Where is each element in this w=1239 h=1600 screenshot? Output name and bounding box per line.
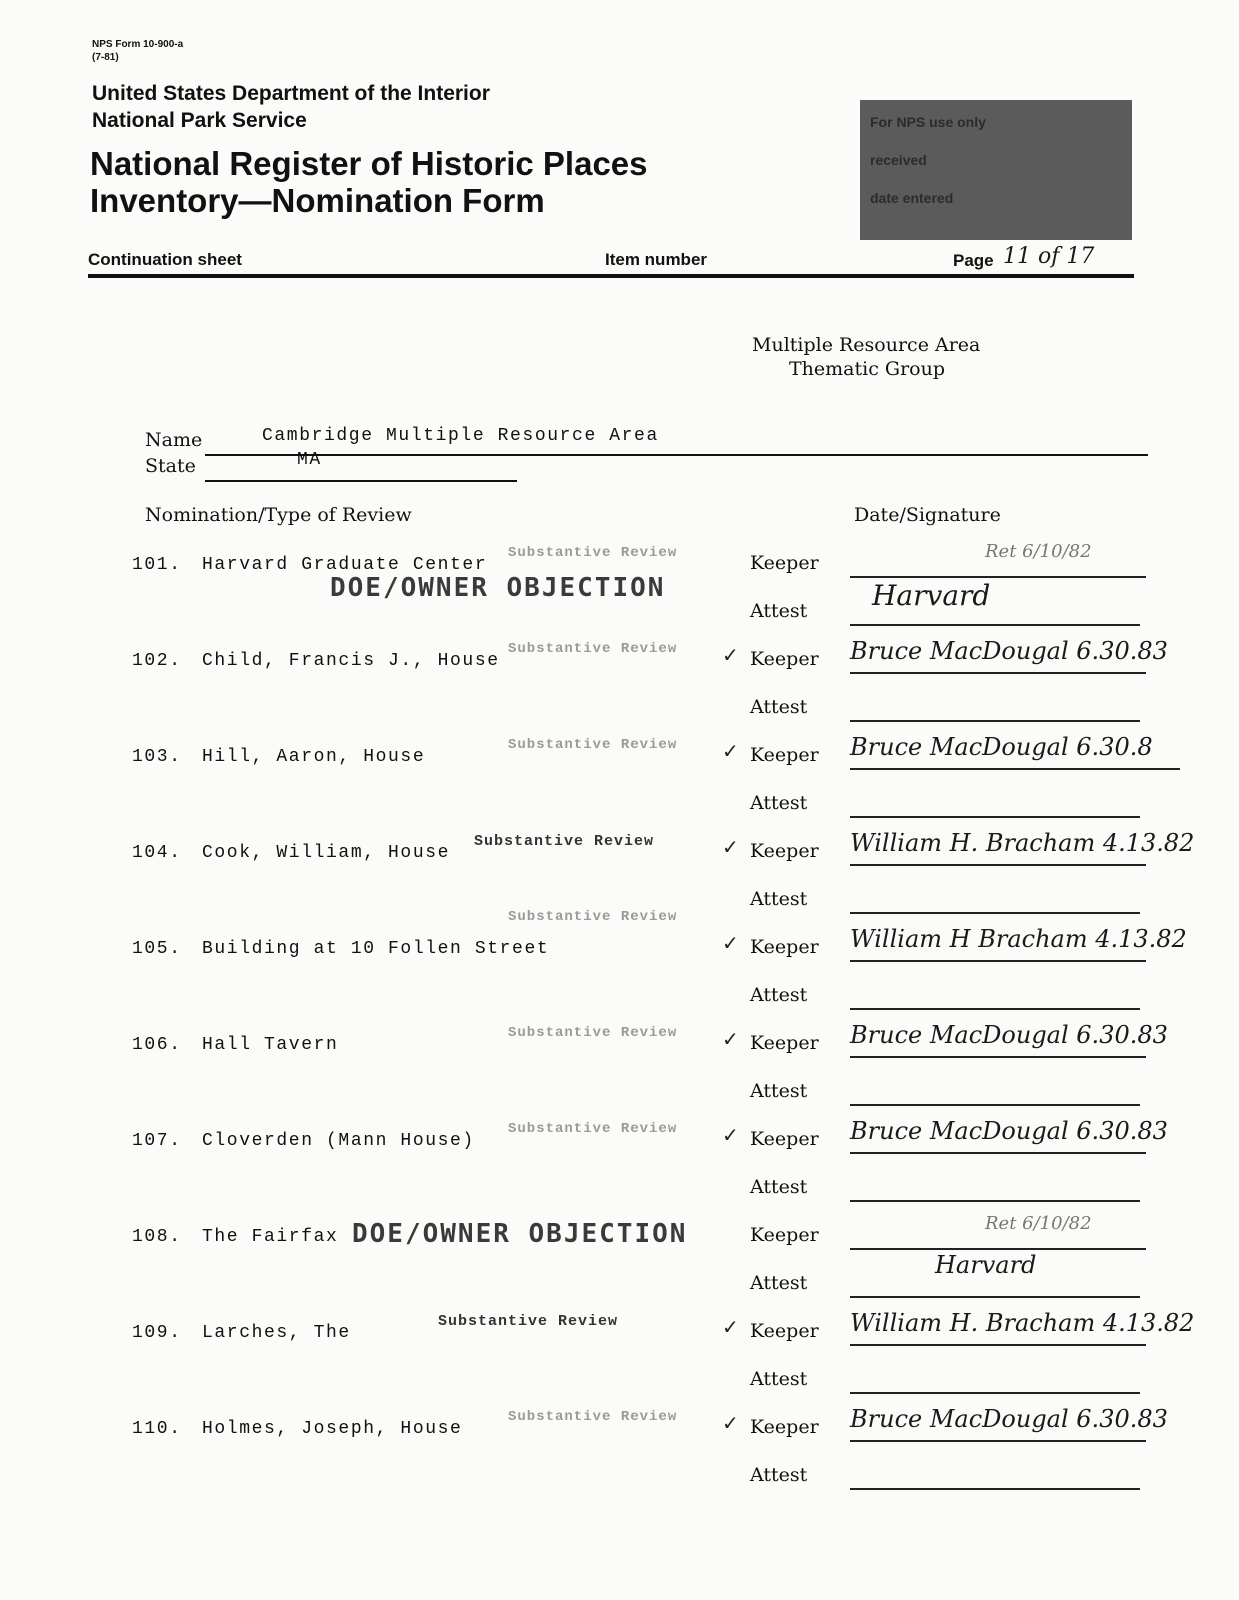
keeper-signature: William H. Bracham 4.13.82 [850, 829, 1195, 857]
group-line2: Thematic Group [789, 358, 945, 380]
review-type-stamp: Substantive Review [508, 545, 678, 561]
entry-name: Child, Francis J., House [202, 651, 500, 671]
entry-name: Larches, The [202, 1323, 351, 1343]
attest-signature-line [850, 816, 1140, 818]
attest-signature: Harvard [872, 579, 991, 612]
entry-name: Hill, Aaron, House [202, 747, 426, 767]
department-name: United States Department of the Interior [92, 82, 490, 105]
page-label: Page [953, 251, 994, 270]
entry-number: 105. [132, 939, 182, 959]
check-mark: ✓ [722, 933, 739, 955]
attest-label: Attest [750, 1464, 808, 1486]
item-number-label: Item number [605, 250, 708, 269]
keeper-signature: Bruce MacDougal 6.30.83 [850, 1021, 1168, 1049]
keeper-signature: Ret 6/10/82 [985, 541, 1092, 562]
entry-number: 106. [132, 1035, 182, 1055]
header-rule [88, 274, 1134, 278]
entry-name: Holmes, Joseph, House [202, 1419, 463, 1439]
keeper-label: Keeper [750, 744, 819, 766]
attest-signature-line [850, 1296, 1140, 1298]
attest-signature-line [850, 1488, 1140, 1490]
group-line1: Multiple Resource Area [752, 334, 981, 356]
keeper-signature-line [850, 1440, 1146, 1442]
keeper-signature: William H Bracham 4.13.82 [850, 925, 1187, 953]
keeper-signature-line [850, 1152, 1146, 1154]
check-mark: ✓ [722, 741, 739, 763]
column-date-signature: Date/Signature [854, 504, 1001, 526]
entry-name: Building at 10 Follen Street [202, 939, 550, 959]
attest-label: Attest [750, 600, 808, 622]
keeper-label: Keeper [750, 840, 819, 862]
keeper-signature: William H. Bracham 4.13.82 [850, 1309, 1195, 1337]
check-mark: ✓ [722, 1029, 739, 1051]
keeper-label: Keeper [750, 1224, 819, 1246]
keeper-label: Keeper [750, 1128, 819, 1150]
keeper-signature: Bruce MacDougal 6.30.8 [850, 733, 1153, 761]
keeper-signature-line [850, 672, 1146, 674]
keeper-signature: Bruce MacDougal 6.30.83 [850, 637, 1168, 665]
service-name: National Park Service [92, 109, 307, 132]
attest-label: Attest [750, 792, 808, 814]
page-number-handwritten: 11 of 17 [1003, 244, 1095, 269]
entry-number: 103. [132, 747, 182, 767]
form-title-line2: Inventory—Nomination Form [90, 182, 545, 219]
form-number: NPS Form 10-900-a [92, 39, 184, 50]
attest-label: Attest [750, 1176, 808, 1198]
form-date: (7-81) [92, 52, 119, 63]
keeper-label: Keeper [750, 936, 819, 958]
state-value: MA [297, 450, 322, 470]
doe-owner-objection-stamp: DOE/OWNER OBJECTION [352, 1219, 688, 1249]
column-nomination-type: Nomination/Type of Review [145, 504, 412, 526]
entry-name: Hall Tavern [202, 1035, 339, 1055]
attest-signature-line [850, 624, 1140, 626]
entry-number: 104. [132, 843, 182, 863]
check-mark: ✓ [722, 1317, 739, 1339]
attest-label: Attest [750, 1080, 808, 1102]
entry-name: The Fairfax [202, 1227, 339, 1247]
name-label: Name [145, 429, 203, 451]
check-mark: ✓ [722, 1413, 739, 1435]
entry-number: 109. [132, 1323, 182, 1343]
check-mark: ✓ [722, 645, 739, 667]
state-label: State [145, 455, 196, 477]
form-title-line1: National Register of Historic Places [90, 145, 648, 182]
entry-number: 108. [132, 1227, 182, 1247]
attest-signature-line [850, 1104, 1140, 1106]
keeper-label: Keeper [750, 1320, 819, 1342]
continuation-sheet-label: Continuation sheet [88, 250, 242, 269]
attest-signature-line [850, 1008, 1140, 1010]
keeper-label: Keeper [750, 1032, 819, 1054]
keeper-label: Keeper [750, 552, 819, 574]
keeper-label: Keeper [750, 1416, 819, 1438]
keeper-signature-line [850, 576, 1146, 578]
keeper-signature-line [850, 1344, 1146, 1346]
attest-signature-line [850, 720, 1140, 722]
attest-label: Attest [750, 1272, 808, 1294]
attest-signature-line [850, 1392, 1140, 1394]
nps-date-entered-label: date entered [870, 190, 954, 206]
nps-use-box [860, 100, 1132, 240]
attest-label: Attest [750, 696, 808, 718]
nps-received-label: received [870, 152, 927, 168]
entry-name: Harvard Graduate Center [202, 555, 488, 575]
keeper-signature-line [850, 1248, 1146, 1250]
state-underline [205, 480, 517, 482]
keeper-signature: Ret 6/10/82 [985, 1213, 1092, 1234]
attest-signature: Harvard [935, 1251, 1037, 1279]
name-underline [205, 454, 1148, 456]
keeper-signature-line [850, 768, 1180, 770]
keeper-signature-line [850, 864, 1146, 866]
keeper-signature-line [850, 960, 1146, 962]
review-type-stamp: Substantive Review [474, 833, 655, 850]
keeper-label: Keeper [750, 648, 819, 670]
entry-number: 101. [132, 555, 182, 575]
review-type-stamp: Substantive Review [508, 1025, 678, 1041]
attest-label: Attest [750, 888, 808, 910]
entry-number: 107. [132, 1131, 182, 1151]
entry-name: Cook, William, House [202, 843, 451, 863]
keeper-signature-line [850, 1056, 1146, 1058]
review-type-stamp: Substantive Review [508, 737, 678, 753]
keeper-signature: Bruce MacDougal 6.30.83 [850, 1117, 1168, 1145]
nps-use-heading: For NPS use only [870, 114, 986, 130]
keeper-signature: Bruce MacDougal 6.30.83 [850, 1405, 1168, 1433]
attest-label: Attest [750, 1368, 808, 1390]
attest-signature-line [850, 912, 1140, 914]
doe-owner-objection-stamp: DOE/OWNER OBJECTION [330, 573, 666, 603]
review-type-stamp: Substantive Review [508, 1121, 678, 1137]
check-mark: ✓ [722, 837, 739, 859]
check-mark: ✓ [722, 1125, 739, 1147]
review-type-stamp: Substantive Review [508, 1409, 678, 1425]
entry-number: 102. [132, 651, 182, 671]
name-value: Cambridge Multiple Resource Area [262, 426, 659, 446]
review-type-stamp: Substantive Review [508, 641, 678, 657]
entry-name: Cloverden (Mann House) [202, 1131, 475, 1151]
entry-number: 110. [132, 1419, 182, 1439]
attest-label: Attest [750, 984, 808, 1006]
review-type-stamp: Substantive Review [508, 909, 678, 925]
attest-signature-line [850, 1200, 1140, 1202]
review-type-stamp: Substantive Review [438, 1313, 619, 1330]
